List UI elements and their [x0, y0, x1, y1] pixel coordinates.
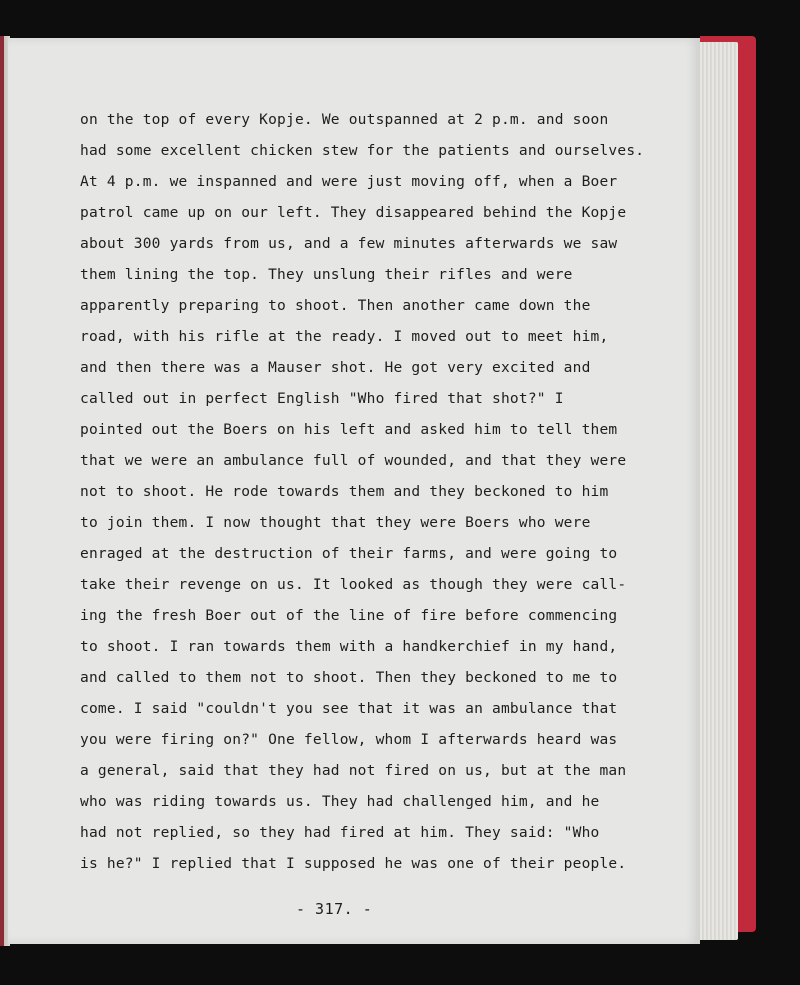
text-line: a general, said that they had not fired on us, but at the man — [80, 762, 627, 779]
text-line: on the top of every Kopje. We outspanned at 2 p.m. and soon — [80, 111, 609, 128]
page-number: - 317. - — [296, 900, 373, 918]
text-line: come. I said "couldn't you see that it was an ambulance that — [80, 700, 618, 717]
text-line: who was riding towards us. They had challenged him, and he — [80, 793, 600, 810]
text-line: about 300 yards from us, and a few minutes afterwards we saw — [80, 235, 618, 252]
text-line: not to shoot. He rode towards them and they beckoned to him — [80, 483, 609, 500]
text-line: that we were an ambulance full of wounded, and that they were — [80, 452, 627, 469]
text-line: At 4 p.m. we inspanned and were just moving off, when a Boer — [80, 173, 618, 190]
text-line: them lining the top. They unslung their rifles and were — [80, 266, 573, 283]
text-line: you were firing on?" One fellow, whom I afterwards heard was — [80, 731, 618, 748]
text-line: to join them. I now thought that they were Boers who were — [80, 514, 591, 531]
text-line: and then there was a Mauser shot. He got very excited and — [80, 359, 591, 376]
text-line: had some excellent chicken stew for the patients and ourselves. — [80, 142, 645, 159]
text-line: and called to them not to shoot. Then they beckoned to me to — [80, 669, 618, 686]
text-line: ing the fresh Boer out of the line of fire before commencing — [80, 607, 618, 624]
text-line: apparently preparing to shoot. Then another came down the — [80, 297, 591, 314]
text-line: patrol came up on our left. They disappeared behind the Kopje — [80, 204, 627, 221]
text-line: called out in perfect English "Who fired that shot?" I — [80, 390, 564, 407]
text-line: road, with his rifle at the ready. I moved out to meet him, — [80, 328, 609, 345]
text-line: enraged at the destruction of their farms, and were going to — [80, 545, 618, 562]
text-line: pointed out the Boers on his left and asked him to tell them — [80, 421, 618, 438]
text-line: take their revenge on us. It looked as though they were call- — [80, 576, 627, 593]
text-line: is he?" I replied that I supposed he was one of their people. — [80, 855, 627, 872]
text-line: had not replied, so they had fired at him. They said: "Who — [80, 824, 600, 841]
left-cover-edge — [0, 36, 4, 946]
text-line: to shoot. I ran towards them with a handkerchief in my hand, — [80, 638, 618, 655]
body-text — [80, 104, 680, 879]
